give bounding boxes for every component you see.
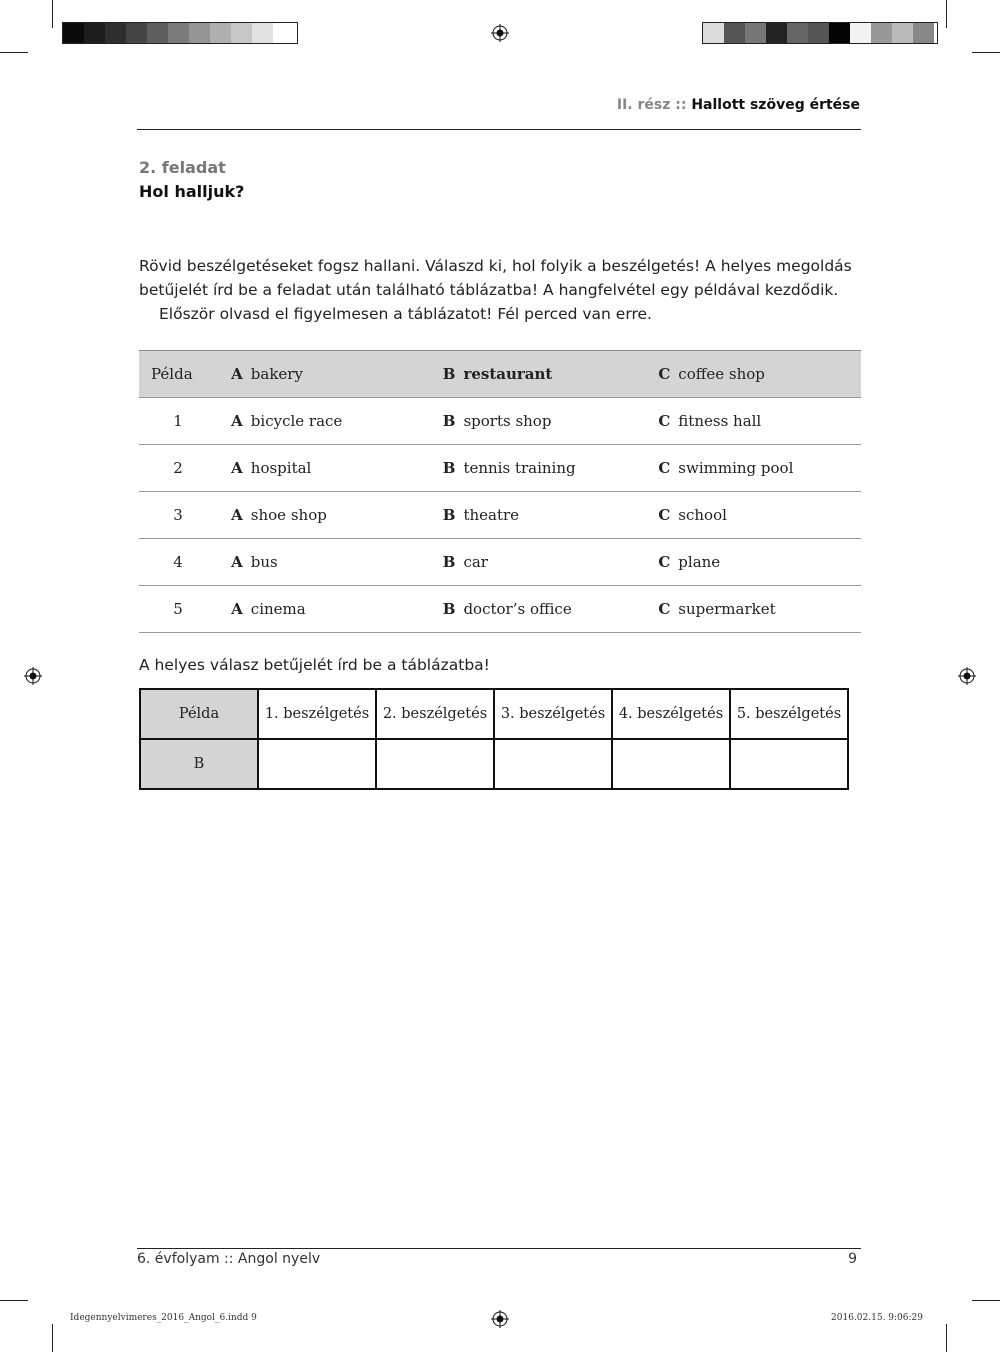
task-title: Hol halljuk?: [139, 182, 245, 201]
crop-mark: [52, 1324, 53, 1352]
answer-header: 5. beszélgetés: [730, 689, 848, 739]
instruction-line: Először olvasd el figyelmesen a táblázatot! Fél perced van erre.: [159, 305, 652, 323]
answer-table: [139, 688, 849, 790]
grayscale-bar-left: [62, 22, 298, 44]
option-c: C coffee shop: [658, 365, 765, 383]
registration-mark-icon: [958, 667, 976, 685]
crop-mark: [0, 1300, 28, 1301]
answer-cell-1[interactable]: [258, 739, 376, 789]
page-number: 9: [848, 1251, 857, 1267]
grayscale-bar-right: [702, 22, 938, 44]
answer-header: 2. beszélgetés: [376, 689, 494, 739]
option-b: B tennis training: [442, 459, 576, 477]
option-c: C supermarket: [658, 600, 776, 618]
answer-header-example: Példa: [140, 689, 258, 739]
option-a: A shoe shop: [231, 506, 327, 524]
answer-example-cell: B: [140, 739, 258, 789]
header-section: Hallott szöveg értése: [691, 97, 860, 113]
table-row: [139, 539, 861, 586]
answer-instruction: A helyes válasz betűjelét írd be a táblázatba!: [139, 656, 490, 674]
crop-mark: [946, 0, 947, 28]
row-number: 1: [173, 412, 183, 430]
table-row: [139, 586, 861, 633]
answer-cell-5[interactable]: [730, 739, 848, 789]
answer-cell-3[interactable]: [494, 739, 612, 789]
instruction-line: betűjelét írd be a feladat után található táblázatba! A hangfelvétel egy példával kezdődik.: [139, 281, 839, 299]
slug-date: 2016.02.15. 9:06:29: [831, 1313, 923, 1323]
registration-mark-icon: [491, 24, 509, 42]
row-number: 2: [173, 459, 183, 477]
option-a: A bus: [231, 553, 278, 571]
footer-text: 6. évfolyam :: Angol nyelv: [137, 1251, 321, 1267]
answer-header: 4. beszélgetés: [612, 689, 730, 739]
option-a: A bakery: [231, 365, 303, 383]
task-number: 2. feladat: [139, 158, 226, 177]
instruction-line: Rövid beszélgetéseket fogsz hallani. Válaszd ki, hol folyik a beszélgetés! A helyes megoldás: [139, 257, 852, 275]
answer-header: 3. beszélgetés: [494, 689, 612, 739]
registration-mark-icon: [491, 1310, 509, 1328]
answer-cell-4[interactable]: [612, 739, 730, 789]
header-part: II. rész: [616, 97, 671, 113]
option-b: B car: [442, 553, 488, 571]
option-b: B sports shop: [442, 412, 552, 430]
answer-header-row: [140, 689, 848, 739]
row-number: 5: [173, 600, 183, 618]
crop-mark: [972, 1300, 1000, 1301]
option-b: B theatre: [442, 506, 520, 524]
option-c: C swimming pool: [658, 459, 794, 477]
option-c: C fitness hall: [658, 412, 762, 430]
slug-filename: Idegennyelvimeres_2016_Angol_6.indd 9: [70, 1313, 257, 1323]
table-row: [139, 445, 861, 492]
option-c: C school: [658, 506, 727, 524]
answer-row: [140, 739, 848, 789]
table-row-example: [139, 351, 861, 398]
table-row: [139, 398, 861, 445]
option-b: B doctor’s office: [442, 600, 572, 618]
option-a: A hospital: [231, 459, 312, 477]
option-a: A cinema: [231, 600, 306, 618]
option-b: B restaurant: [442, 365, 553, 383]
row-number: Példa: [151, 365, 193, 383]
options-table: [139, 350, 861, 633]
option-a: A bicycle race: [231, 412, 343, 430]
table-row: [139, 492, 861, 539]
answer-cell-2[interactable]: [376, 739, 494, 789]
registration-mark-icon: [24, 667, 42, 685]
option-c: C plane: [658, 553, 721, 571]
row-number: 3: [173, 506, 183, 524]
row-number: 4: [173, 553, 183, 571]
header-rule: [137, 129, 861, 130]
running-header: [617, 97, 860, 113]
crop-mark: [52, 0, 53, 28]
footer-rule: [137, 1248, 861, 1249]
instructions: [139, 254, 869, 326]
header-separator: ::: [675, 97, 687, 113]
crop-mark: [972, 52, 1000, 53]
answer-header: 1. beszélgetés: [258, 689, 376, 739]
crop-mark: [0, 52, 28, 53]
crop-mark: [946, 1324, 947, 1352]
